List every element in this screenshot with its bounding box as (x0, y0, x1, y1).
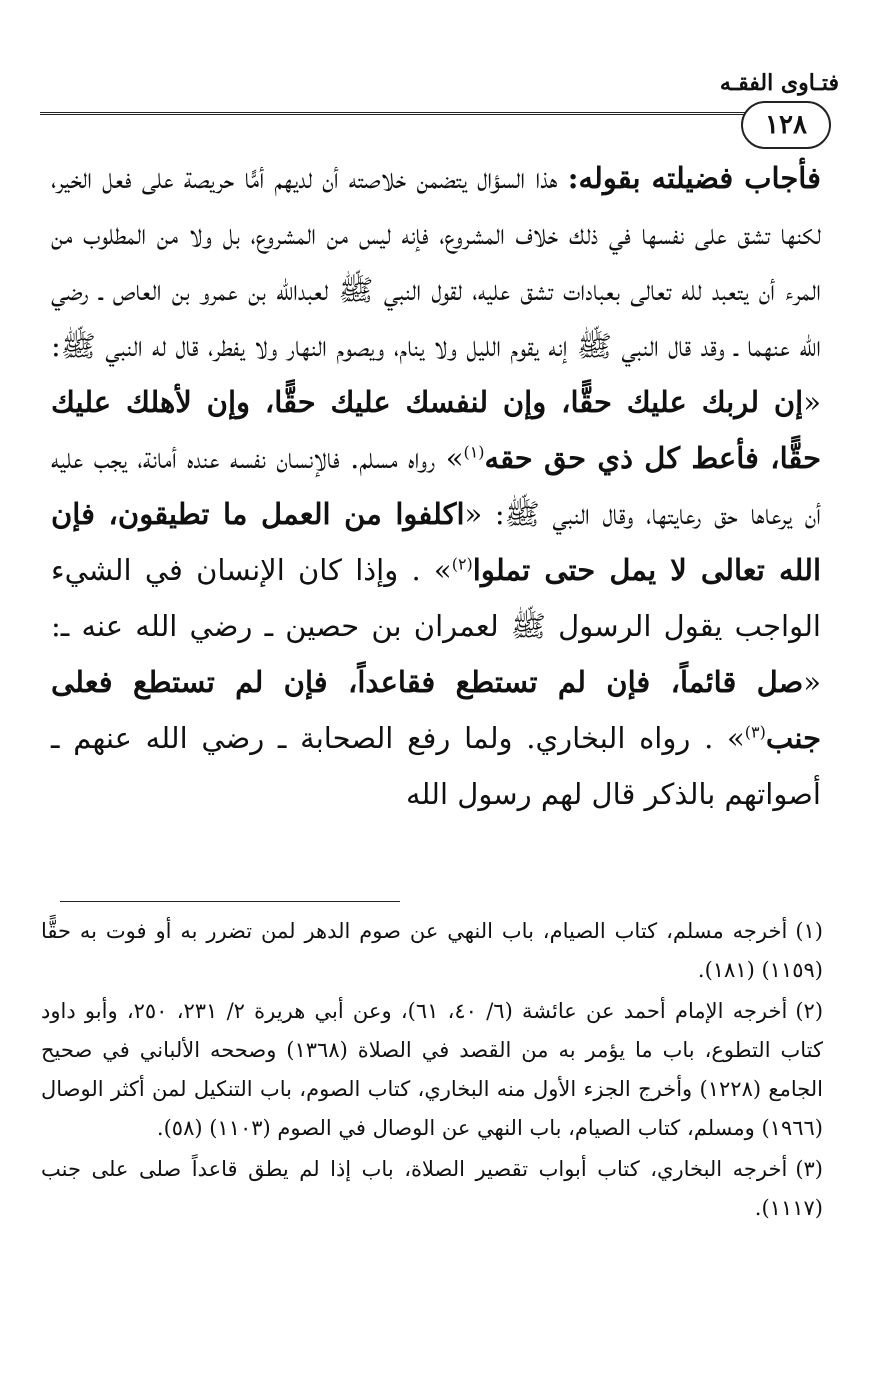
text-segment: » رواه مسلم. فالإنسان نفسه عنده أمانة، يجب عليه أن يرعاها حق رعايتها، وقال النبي ﷺ: « (51, 441, 821, 531)
header-rule (40, 112, 815, 115)
main-text (51, 150, 821, 822)
footnote-item (41, 992, 823, 1148)
footnote-item (41, 1150, 823, 1228)
footnote-text: أخرجه الإمام أحمد عن عائشة (٦/ ٤٠، ٦١)، وعن أبي هريرة ٢/ ٢٣١، ٢٥٠، وأبو داود كتاب التطوع، باب ما يؤمر به من القصد في الصلاة (١٣٦٨) وصححه الألباني في صحيح الجامع (١٢٢٨) وأخرج الجزء الأول منه البخاري، كتاب الصوم، باب التنكيل لمن أكثر الوصال (١٩٦٦) ومسلم، كتاب الصيام، باب النهي عن الوصال في الصوم (١١٠٣) (٥٨). (41, 999, 824, 1140)
hadith-quote: صل قائماً، فإن لم تستطع فقاعداً، فإن لم تستطع فعلى جنب (51, 665, 821, 755)
footnote-text: أخرجه مسلم، كتاب الصيام، باب النهي عن صوم الدهر لمن تضرر به أو فوت به حقًّا (١١٥٩) (١٨١). (41, 919, 823, 982)
footnote-ref: (١) (463, 442, 485, 462)
text-segment: » . وإذا كان الإنسان في الشيء الواجب يقول الرسول ﷺ لعمران بن حصين ـ رضي الله عنه ـ: « (51, 553, 821, 699)
hadith-quote: اكلفوا من العمل ما تطيقون، فإن الله تعالى لا يمل حتى تملوا (51, 497, 821, 587)
footnote-item (41, 912, 823, 990)
footnotes (41, 912, 823, 1230)
page-number-badge: ١٢٨ (741, 101, 831, 149)
running-header-title: فتـاوى الفقـه (719, 70, 839, 96)
hadith-quote: إن لربك عليك حقًّا، وإن لنفسك عليك حقًّا، وإن لأهلك عليك حقًّا، فأعط كل ذي حق حقه (51, 385, 821, 475)
text-segment: هذا السؤال يتضمن خلاصته أن لديهم أمًّا حريصة على فعل الخير، لكنها تشق على نفسها في ذلك خلاف المشروع، فإنه ليس من المشروع، بل ولا من المطلوب من المرء أن يتعبد لله تعالى بعبادات تشق عليه، لقول النبي ﷺ لعبدالله بن عمرو بن العاص ـ رضي الله عنهما ـ وقد قال النبي ﷺ إنه يقوم الليل ولا ينام، ويصوم النهار ولا يفطر، قال له النبي ﷺ: « (51, 161, 821, 419)
footnote-number: (١) (795, 919, 823, 943)
footnote-separator (60, 901, 400, 902)
footnote-number: (٣) (795, 1157, 823, 1181)
footnote-ref: (٢) (451, 554, 473, 574)
answer-intro: فأجاب فضيلته بقوله: (567, 161, 821, 195)
footnote-number: (٢) (795, 999, 824, 1023)
answer-paragraph (51, 150, 821, 822)
footnote-ref: (٣) (744, 722, 766, 742)
footnote-text: أخرجه البخاري، كتاب أبواب تقصير الصلاة، باب إذا لم يطق قاعداً صلى على جنب (١١١٧). (41, 1157, 823, 1220)
text-segment: » . رواه البخاري. ولما رفع الصحابة ـ رضي الله عنهم ـ أصواتهم بالذكر قال لهم رسول الله (51, 721, 821, 811)
